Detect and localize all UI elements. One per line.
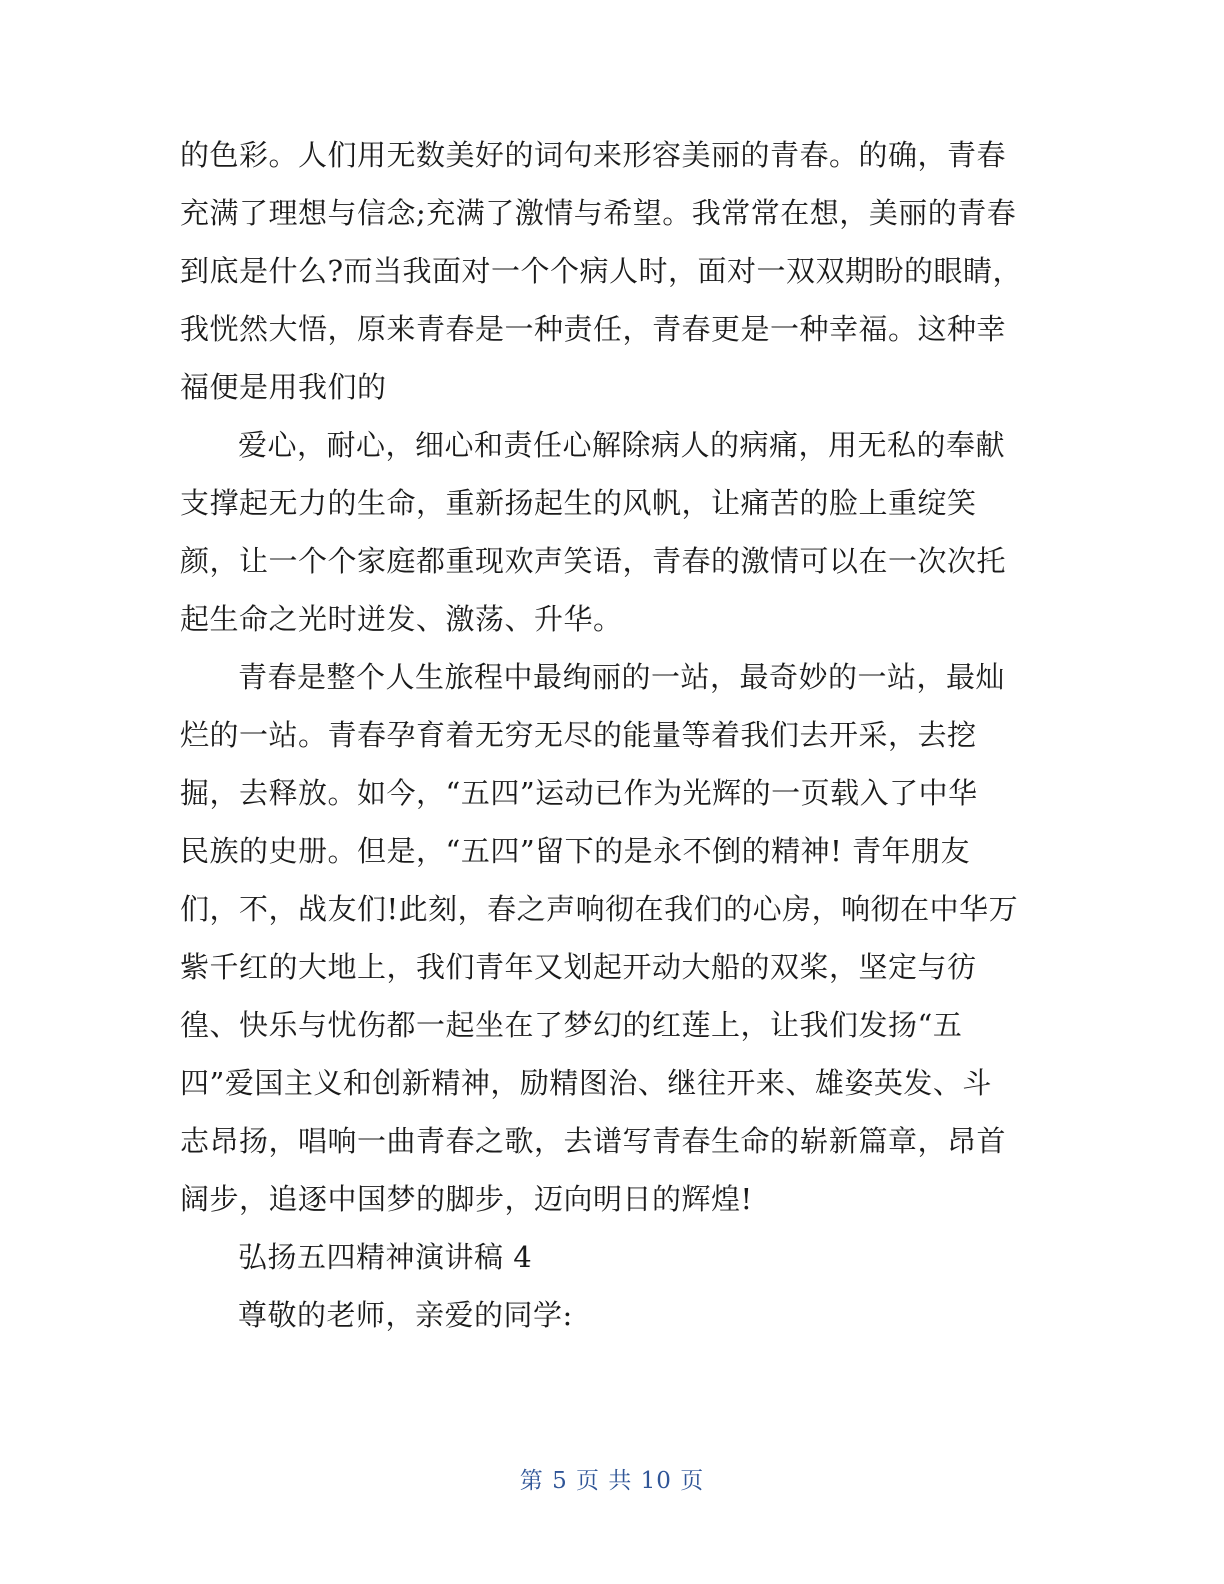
- body-line: 烂的一站。青春孕育着无穷无尽的能量等着我们去开采，去挖: [180, 718, 977, 752]
- body-line: 徨、快乐与忧伤都一起坐在了梦幻的红莲上，让我们发扬“五: [180, 1008, 963, 1042]
- body-line: 充满了理想与信念;充满了激情与希望。我常常在想，美丽的青春: [180, 196, 1017, 230]
- paragraph-start-line: 青春是整个人生旅程中最绚丽的一站，最奇妙的一站，最灿: [238, 660, 1006, 694]
- body-line: 民族的史册。但是，“五四”留下的是永不倒的精神! 青年朋友: [180, 834, 971, 868]
- body-line: 到底是什么?而当我面对一个个病人时，面对一双双期盼的眼睛，: [180, 254, 1023, 288]
- body-line: 们，不，战友们!此刻，春之声响彻在我们的心房，响彻在中华万: [180, 892, 1019, 926]
- section-heading: 弘扬五四精神演讲稿 4: [238, 1240, 533, 1274]
- page-number-footer: 第 5 页 共 10 页: [519, 1468, 705, 1494]
- body-line: 我恍然大悟，原来青春是一种责任，青春更是一种幸福。这种幸: [180, 312, 1007, 346]
- body-line: 起生命之光时迸发、激荡、升华。: [180, 602, 623, 636]
- document-body: [180, 126, 1040, 1344]
- salutation-line: 尊敬的老师，亲爱的同学:: [238, 1298, 573, 1332]
- body-line: 四”爱国主义和创新精神，励精图治、继往开来、雄姿英发、斗: [180, 1066, 992, 1100]
- paragraph-start-line: 爱心，耐心，细心和责任心解除病人的病痛，用无私的奉献: [238, 428, 1006, 462]
- body-line: 志昂扬，唱响一曲青春之歌，去谱写青春生命的崭新篇章，昂首: [180, 1124, 1007, 1158]
- body-line: 紫千红的大地上，我们青年又划起开动大船的双桨，坚定与彷: [180, 950, 977, 984]
- body-line: 阔步，追逐中国梦的脚步，迈向明日的辉煌!: [180, 1182, 753, 1216]
- body-line: 支撑起无力的生命，重新扬起生的风帆，让痛苦的脸上重绽笑: [180, 486, 977, 520]
- body-line: 掘，去释放。如今，“五四”运动已作为光辉的一页载入了中华: [180, 776, 978, 810]
- body-line: 福便是用我们的: [180, 370, 387, 404]
- body-line: 颜，让一个个家庭都重现欢声笑语，青春的激情可以在一次次托: [180, 544, 1007, 578]
- body-line: 的色彩。人们用无数美好的词句来形容美丽的青春。的确，青春: [180, 138, 1007, 172]
